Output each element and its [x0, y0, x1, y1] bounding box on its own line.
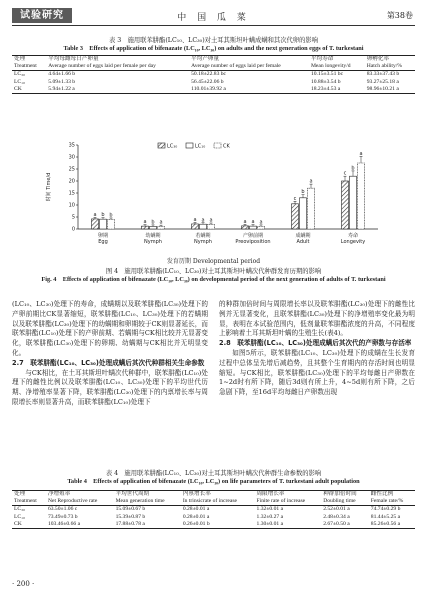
table3-head-cell: 平均产卵量: [191, 56, 220, 62]
page-number: · 200 ·: [12, 580, 35, 588]
bar-significance-label: b: [101, 212, 105, 219]
table-cell: 63.50±1.06 c: [47, 506, 78, 513]
section-heading: 2.8 联苯肼酯(LC₁₀、LC₃₀)处理成螨后其次代的产卵数与存活率: [219, 339, 412, 348]
table-cell: CK: [14, 85, 22, 92]
table3-head-cell: Hatch ability/%: [366, 63, 402, 70]
table-cell: 1.32±0.01 a: [256, 506, 284, 513]
table-cell: 1.32±0.27 a: [256, 513, 284, 520]
table-cell: 5.94±1.22 a: [48, 85, 75, 92]
bar: [308, 188, 315, 229]
legend-swatch: [214, 143, 221, 148]
x-category-label-en: Longevity: [340, 239, 366, 245]
figure4-chart: [40, 137, 390, 255]
table-cell: 73.49±0.73 b: [47, 513, 78, 520]
table3-head-cell: Mean longevity/d: [310, 63, 351, 70]
y-tick-label: 0: [71, 226, 75, 233]
table-cell: LC₁₀: [14, 78, 26, 85]
issue-number: 第38卷: [386, 11, 413, 20]
bar-significance-label: a: [309, 178, 313, 185]
table-row: [12, 86, 415, 94]
table4-head-cell: 周限增长率: [256, 491, 285, 497]
table-cell: 85.26±0.56 a: [370, 520, 401, 527]
paragraph: 与CK相比，在土耳其斯坦叶螨次代种群中，联苯肼酯(LC₁₀)处理下的雌性比例以及联苯肼酯(LC₁₀、LC₃₀)处理下的平均世代历期、净增殖率显著下降，联苯肼酯(LC₃₀)处理下的内禀增长率与周限增长率则显著升高，而联苯肼酯(LC₁₀)处理下: [12, 368, 208, 406]
bar-significance-label: a: [259, 219, 263, 226]
x-category-label-en: Adult: [296, 239, 310, 245]
table4-head-cell: 雌性比例: [370, 491, 394, 497]
bar: [358, 163, 365, 229]
bar: [108, 219, 115, 229]
table-cell: 93.27±25.18 a: [366, 78, 399, 85]
table-cell: 56.45±22.06 b: [191, 78, 224, 85]
table-cell: 2.48±0.34 a: [323, 513, 350, 520]
bar: [292, 204, 299, 229]
legend-label: LC₃₀: [167, 143, 178, 150]
table3-title-en: Table 3 Effects of application of bifenazate (LC₁₀, LC₃₀) on adults and the next generation eggs of T. turkestani: [63, 45, 364, 52]
table3-head-cell: Average number of eggs laid per female per day: [48, 63, 156, 70]
table4-head-cell: 净增殖率: [47, 491, 71, 497]
bar-significance-label: b: [351, 165, 355, 172]
bar: [258, 226, 265, 229]
table-cell: 15.39±0.87 b: [115, 513, 146, 520]
bar: [200, 224, 207, 229]
bar: [350, 176, 357, 229]
bar-significance-label: a: [159, 219, 163, 226]
table3: [12, 55, 415, 94]
bar-significance-label: c: [293, 195, 297, 202]
legend-label: CK: [223, 143, 230, 150]
x-category-label: 寿命: [347, 233, 359, 239]
table-row: [12, 71, 415, 79]
y-tick-label: 15: [68, 190, 75, 197]
x-category-label: 幼螨期: [145, 233, 161, 239]
bar-significance-label: a: [359, 150, 363, 157]
y-tick-label: 30: [68, 154, 75, 161]
bar: [100, 219, 107, 229]
table-cell: 15.09±0.67 b: [115, 506, 146, 513]
x-category-label-en: Preoviposition: [235, 239, 271, 245]
bar-significance-label: b: [109, 212, 113, 219]
bar: [158, 227, 165, 229]
table-cell: CK: [14, 520, 22, 527]
y-tick-label: 5: [71, 214, 75, 221]
paragraph: (LC₁₀、LC₃₀)处理下的寿命，成螨期以及联苯肼酯(LC₃₀)处理下的产卵前期比CK显著缩短，联苯肼酯(LC₁₀、LC₃₀)处理下的若螨期以及联苯肼酯(LC₃₀)处理下的幼螨期和卵期较于CK则显著延长，而联苯肼酯(LC₁₀)处理下的产卵前期、若螨期与CK相比较并无显著变化，联苯肼酯(LC₃₀)处理下的卵期、幼螨期与CK相比并无明显变化。: [12, 300, 208, 357]
table-cell: 0.28±0.01 a: [182, 506, 210, 513]
table-cell: LC₁₀: [14, 513, 26, 520]
table4-title-en: Table 4 Effects of application of bifenazate (LC₁₀, LC₃₀) on life parameters of T. turkestani adult population: [67, 478, 360, 485]
table3-title-cn: 表 3 施用联苯肼酯(LC₁₀、LC₃₀)对土耳其斯坦叶螨成螨和其次代卵的影响: [108, 37, 319, 44]
journal-name: 中 国 瓜 菜: [177, 13, 250, 23]
table-cell: 10.88±3.54 b: [310, 78, 341, 85]
bar: [150, 226, 157, 229]
x-category-label-en: Nymph: [144, 239, 162, 245]
legend-label: LC₁₀: [195, 143, 206, 150]
paragraph: 的种群加倍时间与周限增长率以及联苯肼酯(LC₃₀)处理下的雌性比例并无显著变化，且联苯肼酯(LC₃₀)处理下的净增殖率变化最为明显，表明在本试验范围内，低剂量联苯肼酯浓度的升高，不同程度上影响着土耳其斯坦叶螨的生殖生长(表4)。: [219, 300, 415, 338]
bar-significance-label: b: [301, 189, 305, 196]
table-cell: 1.30±0.01 a: [256, 520, 284, 527]
bar-significance-label: a: [143, 219, 147, 226]
bar: [142, 226, 149, 229]
x-category-label: 卵期: [97, 233, 109, 239]
bar: [342, 181, 349, 229]
bar-significance-label: a: [251, 219, 255, 226]
y-tick-label: 10: [68, 202, 75, 209]
table4: [12, 490, 415, 529]
table-cell: 0.26±0.01 b: [182, 520, 210, 527]
table3-head-cell: 平均每雌每日产卵量: [48, 56, 99, 62]
table3-head-cell: 卵孵化率: [366, 56, 390, 62]
table-cell: 18.23±4.53 a: [310, 85, 341, 92]
table4-head-cell: Mean generation time: [115, 498, 165, 505]
bar-significance-label: a: [209, 217, 213, 224]
table4-head-cell: 处理: [14, 491, 26, 497]
table-cell: 10.15±3.51 bc: [310, 71, 344, 78]
legend-swatch: [186, 143, 193, 148]
table4-title-cn: 表 4 施用联苯肼酯(LC₁₀、LC₃₀)对土耳其斯坦叶螨次代种群生命参数的影响: [105, 470, 322, 477]
header-rule: [12, 25, 415, 26]
x-category-label-en: Egg: [98, 239, 108, 245]
table-cell: 81.44±5.25 a: [370, 513, 401, 520]
x-category-label: 若螨期: [195, 233, 211, 239]
table3-head-cell: 平均寿命: [310, 56, 334, 62]
bar: [300, 198, 307, 229]
y-tick-label: 20: [68, 178, 75, 185]
x-category-label-en: Nymph: [194, 239, 212, 245]
paragraph: 如图5所示，联苯肼酯(LC₁₀、LC₃₀)处理下的成螨在生长发育过程中总体呈先增后减趋势，且其整个生育期内的存活时间也明显缩短。与CK相比，联苯肼酯(LC₃₀)处理下的平均每雌日产卵数在1~2d时有所下降，随后3d则有所上升，4~5d则有所下降，之后急剧下降，至16d平均每雌日产卵数出现: [219, 348, 415, 397]
y-tick-label: 35: [68, 142, 75, 149]
table-cell: LC₃₀: [14, 71, 26, 78]
bar-significance-label: b: [151, 219, 155, 226]
table-cell: 2.67±0.50 a: [323, 520, 350, 527]
bar: [192, 224, 199, 229]
bar-significance-label: a: [243, 218, 247, 225]
bar: [250, 226, 257, 229]
table4-head-cell: 平均世代周期: [115, 491, 150, 497]
table-row: [12, 79, 415, 86]
bar-significance-label: a: [201, 217, 205, 224]
table-cell: 5.09±1.33 b: [48, 78, 76, 85]
table3-header-en: [12, 63, 415, 71]
bar: [92, 219, 99, 229]
table-cell: 17.88±0.78 a: [115, 520, 145, 527]
table-row: [12, 514, 415, 521]
figure4-title-cn: 图 4 施用联苯肼酯(LC₁₀、LC₃₀)对土耳其斯坦叶螨次代种群发育历期的影响: [105, 268, 322, 275]
bar-significance-label: a: [93, 211, 97, 218]
table4-head-cell: Treatment: [14, 498, 37, 505]
table4-head-cell: Net Reproductive rate: [47, 498, 98, 505]
table-cell: LC₃₀: [14, 506, 26, 513]
legend-swatch: [158, 143, 165, 148]
x-category-label: 成螨期: [295, 233, 311, 239]
y-axis-label: 时间 Time/d: [46, 172, 52, 202]
x-category-label: 产卵前期: [242, 233, 264, 239]
bar-significance-label: a: [193, 217, 197, 224]
table-cell: 74.74±0.29 b: [370, 506, 401, 513]
bar-significance-label: c: [343, 170, 347, 177]
table4-header-en: [12, 498, 415, 506]
y-tick-label: 25: [68, 166, 75, 173]
section-heading: 2.7 联苯肼酯(LC₁₀、LC₃₀)处理成螨后其次代种群相关生命参数: [12, 358, 205, 367]
table4-head-cell: In trinsicrate of increase: [182, 498, 238, 505]
table3-head-cell: Average number of eggs laid per female: [191, 63, 281, 70]
table4-head-cell: 种群加倍时间: [323, 491, 357, 497]
chart-x-caption: 发育历期 Developmental period: [166, 258, 261, 265]
table-cell: 50.18±22.83 bc: [191, 71, 227, 78]
table4-head-cell: Doubling time: [323, 498, 356, 505]
table-cell: 2.52±0.01 a: [323, 506, 350, 513]
table4-head-cell: 内禀增长率: [182, 491, 211, 497]
table4-head-cell: Female rate/%: [370, 498, 404, 505]
table-row: [12, 521, 415, 529]
table-cell: 98.96±10.21 a: [366, 85, 399, 92]
left-column: [12, 300, 208, 408]
figure4-title-en: Fig. 4 Effects of application of bifenazate (LC₁₀, LC₃₀) on developmental period of the next generation of adults of T. turkestani: [41, 276, 386, 283]
table4-head-cell: Finite rate of increase: [256, 498, 306, 505]
bar: [208, 224, 215, 229]
table-cell: 4.64±1.66 b: [48, 71, 76, 78]
table3-head-cell: 处理: [14, 56, 26, 62]
table-cell: 0.28±0.01 a: [182, 513, 210, 520]
table-cell: 110.01±39.92 a: [191, 85, 226, 92]
table-row: [12, 506, 415, 514]
right-column: [219, 300, 415, 398]
table3-head-cell: Treatment: [14, 63, 37, 70]
bar: [242, 226, 249, 229]
table-cell: 83.33±37.43 b: [366, 71, 400, 78]
table-cell: 103.46±0.66 a: [47, 520, 81, 527]
section-label: 试验研究: [12, 8, 72, 23]
